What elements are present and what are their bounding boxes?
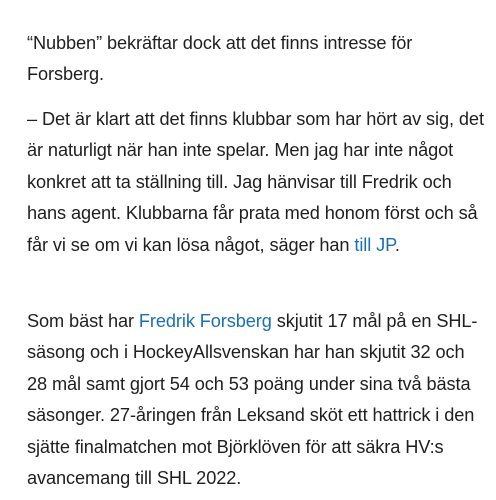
stats-text-start: Som bäst har (27, 311, 139, 331)
quote-end: . (394, 234, 400, 255)
paragraph-nubben-confirms (27, 28, 489, 91)
link-till-jp[interactable]: till JP (354, 234, 395, 255)
paragraph-quote (27, 104, 489, 261)
paragraph-text: “Nubben” bekräftar dock att det finns intresse för Forsberg. (27, 33, 413, 85)
paragraph-stats (27, 306, 489, 494)
stats-text-rest: skjutit 17 mål på en SHL-säsong och i HockeyAllsvenskan har han skjutit 32 och 28 mål samt gjort 54 och 53 poäng under sina två bästa säsonger. 27-åringen från Leksand sköt ett hattrick i den sjätte finalmatchen mot Björklöven för att säkra HV:s avancemang till SHL 2022. (27, 311, 478, 489)
link-fredrik-forsberg[interactable]: Fredrik Forsberg (138, 311, 272, 331)
quote-text: – Det är klart att det finns klubbar som har hört av sig, det är naturligt när han inte spelar. Men jag har inte något konkret att ta ställning till. Jag hänvisar till Fredrik och hans agent. Klubbarna får prata med honom först och så får vi se om vi kan lösa något, säger han (27, 109, 484, 255)
